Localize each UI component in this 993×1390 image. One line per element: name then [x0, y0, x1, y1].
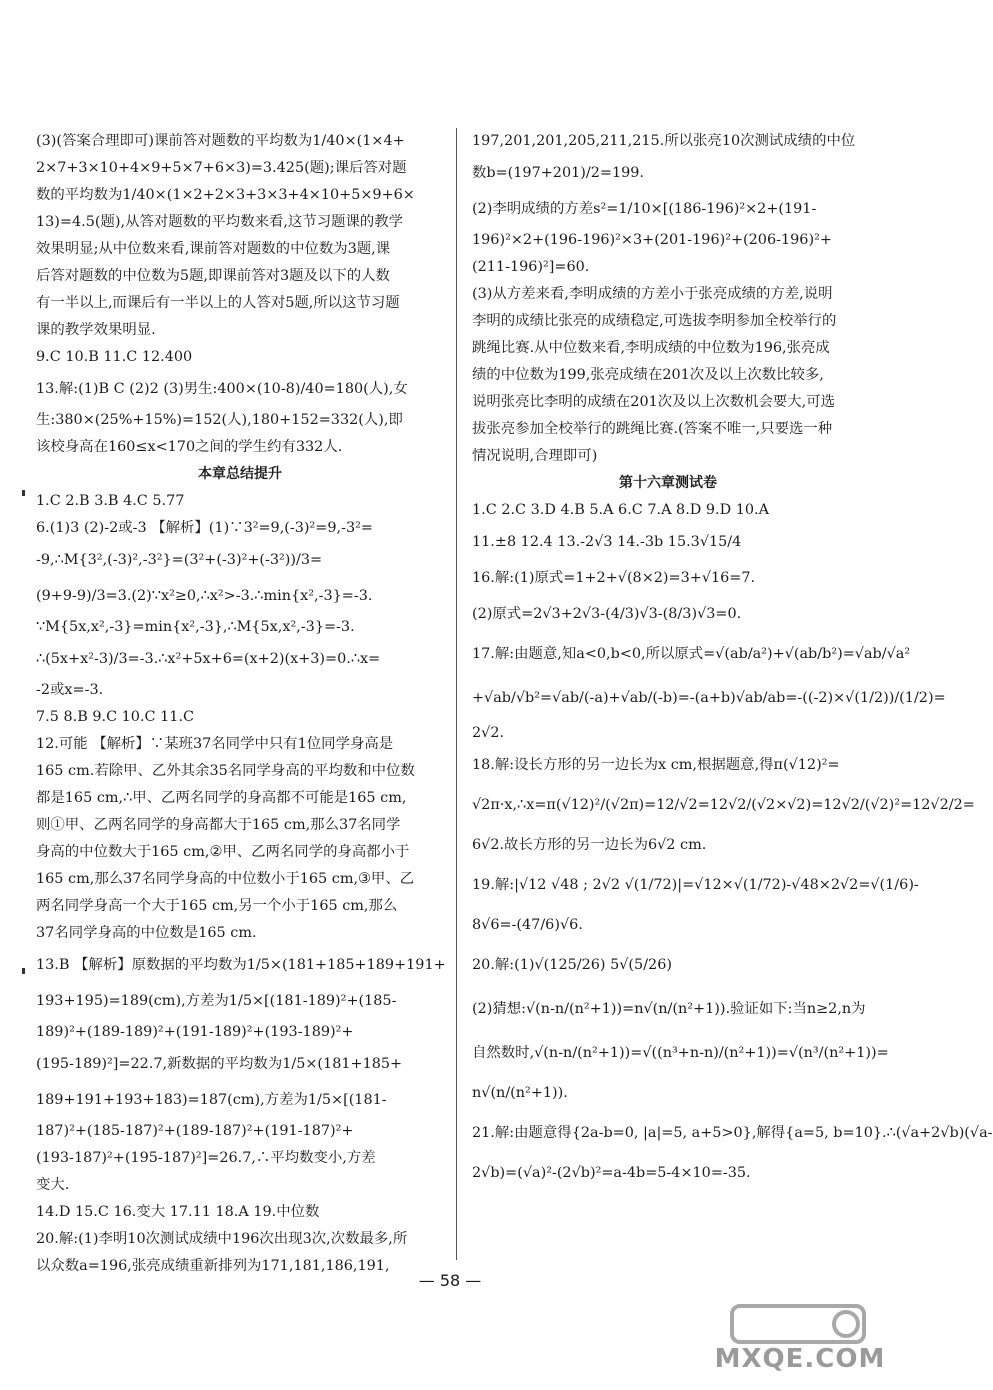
answer-line: 13)=4.5(题),从答对题数的平均数来看,这节习题课的教学 [36, 214, 404, 230]
answer-line: 后答对题数的中位数为5题,即课前答对3题及以下的人数 [36, 268, 390, 284]
answer-line: 绩的中位数为199,张亮成绩在201次及以上次数比较多, [472, 367, 824, 383]
answer-line: ∴(5x+x²-3)/3=-3.∴x²+5x+6=(x+2)(x+3)=0.∴x= [36, 651, 381, 667]
answer-line: 20.解:(1)李明10次测试成绩中196次出现3次,次数最多,所 [36, 1231, 408, 1247]
answer-line: -2或x=-3. [36, 682, 104, 698]
answer-line: 该校身高在160≤x<170之间的学生约有332人. [36, 439, 343, 455]
answer-line: 11.±8 12.4 13.-2√3 14.-3b 15.3√15/4 [472, 534, 742, 550]
answer-line: 20.解:(1)√(125/26) 5√(5/26) [472, 957, 672, 973]
answer-line: 李明的成绩比张亮的成绩稳定,可选拔李明参加全校举行的 [472, 313, 837, 329]
answer-line: 变大. [36, 1177, 70, 1193]
answer-line: 196)²×2+(196-196)²×3+(201-196)²+(206-196)²+ [472, 232, 832, 248]
answer-line: 拔张亮参加全校举行的跳绳比赛.(答案不唯一,只要选一种 [472, 421, 833, 437]
answer-line: 情况说明,合理即可) [472, 448, 598, 464]
answer-line: 18.解:设长方形的另一边长为x cm,根据题意,得π(√12)²= [472, 757, 840, 773]
answer-line: 则①甲、乙两名同学的身高都大于165 cm,那么37名同学 [36, 817, 401, 833]
answer-line: 187)²+(185-187)²+(189-187)²+(191-187)²+ [36, 1123, 354, 1139]
answer-line: 12.可能 【解析】∵某班37名同学中只有1位同学身高是 [36, 736, 394, 752]
answer-line: (195-189)²]=22.7,新数据的平均数为1/5×(181+185+ [36, 1056, 403, 1072]
answer-line: 16.解:(1)原式=1+2+√(8×2)=3+√16=7. [472, 570, 756, 586]
binding-mark [22, 968, 25, 974]
answer-line: 165 cm,那么37名同学身高的中位数小于165 cm,③甲、乙 [36, 871, 415, 887]
answer-line: (193-187)²+(195-187)²]=26.7,∴平均数变小,方差 [36, 1150, 376, 1166]
column-divider [456, 128, 457, 1260]
answer-line: (9+9-9)/3=3.(2)∵x²≥0,∴x²>-3.∴min{x²,-3}=-3. [36, 588, 373, 604]
answer-line: 165 cm.若除甲、乙外其余35名同学身高的平均数和中位数 [36, 763, 415, 779]
answer-line: 身高的中位数大于165 cm,②甲、乙两名同学的身高都小于 [36, 844, 410, 860]
answer-line: 生:380×(25%+15%)=152(人),180+152=332(人),即 [36, 412, 403, 428]
answer-line: 两名同学身高一个大于165 cm,另一个小于165 cm,那么 [36, 898, 398, 914]
answer-line: 都是165 cm,∴甲、乙两名同学的身高都不可能是165 cm, [36, 790, 407, 806]
answer-line: (2)猜想:√(n-n/(n²+1))=n√(n/(n²+1)).验证如下:当n≥2,n为 [472, 1001, 866, 1017]
answer-line: 效果明显;从中位数来看,课前答对题数的中位数为3题,课 [36, 241, 391, 257]
answer-line: +√ab/√b²=√ab/(-a)+√ab/(-b)=-(a+b)√ab/ab=-((-2)×√(1/2))/(1/2)= [472, 690, 946, 706]
section-heading: 本章总结提升 [198, 466, 282, 482]
watermark-logo [728, 1302, 868, 1346]
answer-line: 6√2.故长方形的另一边长为6√2 cm. [472, 837, 707, 853]
answer-line: 2√b)=(√a)²-(2√b)²=a-4b=5-4×10=-35. [472, 1165, 751, 1181]
answer-line: 课的教学效果明显. [36, 322, 156, 338]
answer-line: (3)(答案合理即可)课前答对题数的平均数为1/40×(1×4+ [36, 133, 405, 149]
page-number: — 58 — [418, 1271, 482, 1290]
answer-line: (211-196)²]=60. [472, 259, 590, 275]
answer-line: (2)李明成绩的方差s²=1/10×[(186-196)²×2+(191- [472, 201, 817, 217]
answer-line: 19.解:|√12 √48 ; 2√2 √(1/72)|=√12×√(1/72)-√48×2√2=√(1/6)- [472, 877, 919, 893]
answer-line: 2×7+3×10+4×9+5×7+6×3)=3.425(题);课后答对题 [36, 160, 407, 176]
answer-line: 189)²+(189-189)²+(191-189)²+(193-189)²+ [36, 1024, 354, 1040]
answer-line: 189+191+193+183)=187(cm),方差为1/5×[(181- [36, 1092, 387, 1108]
answer-line: 7.5 8.B 9.C 10.C 11.C [36, 709, 195, 725]
answer-line: 数的平均数为1/40×(1×2+2×3+3×3+4×10+5×9+6× [36, 187, 415, 203]
right-column [472, 128, 993, 1191]
answer-line: 2√2. [472, 725, 505, 741]
watermark [706, 1300, 894, 1384]
answer-line: 13.B 【解析】原数据的平均数为1/5×(181+185+189+191+ [36, 957, 446, 973]
answer-line: 21.解:由题意得{2a-b=0, |a|=5, a+5>0},解得{a=5, b=10}.∴(√a+2√b)(√a- [472, 1125, 993, 1141]
answer-line: 6.(1)3 (2)-2或-3 【解析】(1)∵3²=9,(-3)²=9,-3²= [36, 520, 373, 536]
answer-line: 1.C 2.B 3.B 4.C 5.77 [36, 493, 185, 509]
answer-line: 197,201,201,205,211,215.所以张亮10次测试成绩的中位 [472, 133, 856, 149]
answer-line: 数b=(197+201)/2=199. [472, 165, 644, 181]
answer-line: 自然数时,√(n-n/(n²+1))=√((n³+n-n)/(n²+1))=√(n³/(n²+1))= [472, 1045, 889, 1061]
answer-line: n√(n/(n²+1)). [472, 1085, 568, 1101]
binding-mark [22, 490, 25, 496]
answer-line: ∵M{5x,x²,-3}=min{x²,-3},∴M{5x,x²,-3}=-3. [36, 619, 355, 635]
answer-line: 9.C 10.B 11.C 12.400 [36, 349, 193, 365]
answer-line: 17.解:由题意,知a<0,b<0,所以原式=√(ab/a²)+√(ab/b²)=√ab/√a² [472, 646, 911, 662]
answer-line: -9,∴M{3²,(-3)²,-3²}=(3²+(-3)²+(-3²))/3= [36, 552, 323, 568]
answer-line: 以众数a=196,张亮成绩重新排列为171,181,186,191, [36, 1258, 390, 1274]
answer-line: √2π·x,∴x=π(√12)²/(√2π)=12/√2=12√2/(√2×√2)=12√2/(√2)²=12√2/2= [472, 797, 975, 813]
answer-line: 37名同学身高的中位数是165 cm. [36, 925, 257, 941]
answer-line: 1.C 2.C 3.D 4.B 5.A 6.C 7.A 8.D 9.D 10.A [472, 502, 770, 518]
section-heading: 第十六章测试卷 [619, 475, 717, 491]
answer-line: 说明张亮比李明的成绩在201次及以上次数机会要大,可选 [472, 394, 836, 410]
answer-line: 8√6=-(47/6)√6. [472, 917, 583, 933]
answer-line: 跳绳比赛.从中位数来看,李明成绩的中位数为196,张亮成 [472, 340, 830, 356]
left-column [36, 128, 444, 1280]
answer-line: (2)原式=2√3+2√3-(4/3)√3-(8/3)√3=0. [472, 606, 742, 622]
answer-line: (3)从方差来看,李明成绩的方差小于张亮成绩的方差,说明 [472, 286, 833, 302]
answer-line: 有一半以上,而课后有一半以上的人答对5题,所以这节习题 [36, 295, 400, 311]
watermark-site: MXQE.COM [714, 1344, 886, 1374]
answer-line: 13.解:(1)B C (2)2 (3)男生:400×(10-8)/40=180(人),女 [36, 381, 408, 397]
answer-line: 193+195)=189(cm),方差为1/5×[(181-189)²+(185- [36, 993, 397, 1009]
answer-line: 14.D 15.C 16.变大 17.11 18.A 19.中位数 [36, 1204, 320, 1220]
